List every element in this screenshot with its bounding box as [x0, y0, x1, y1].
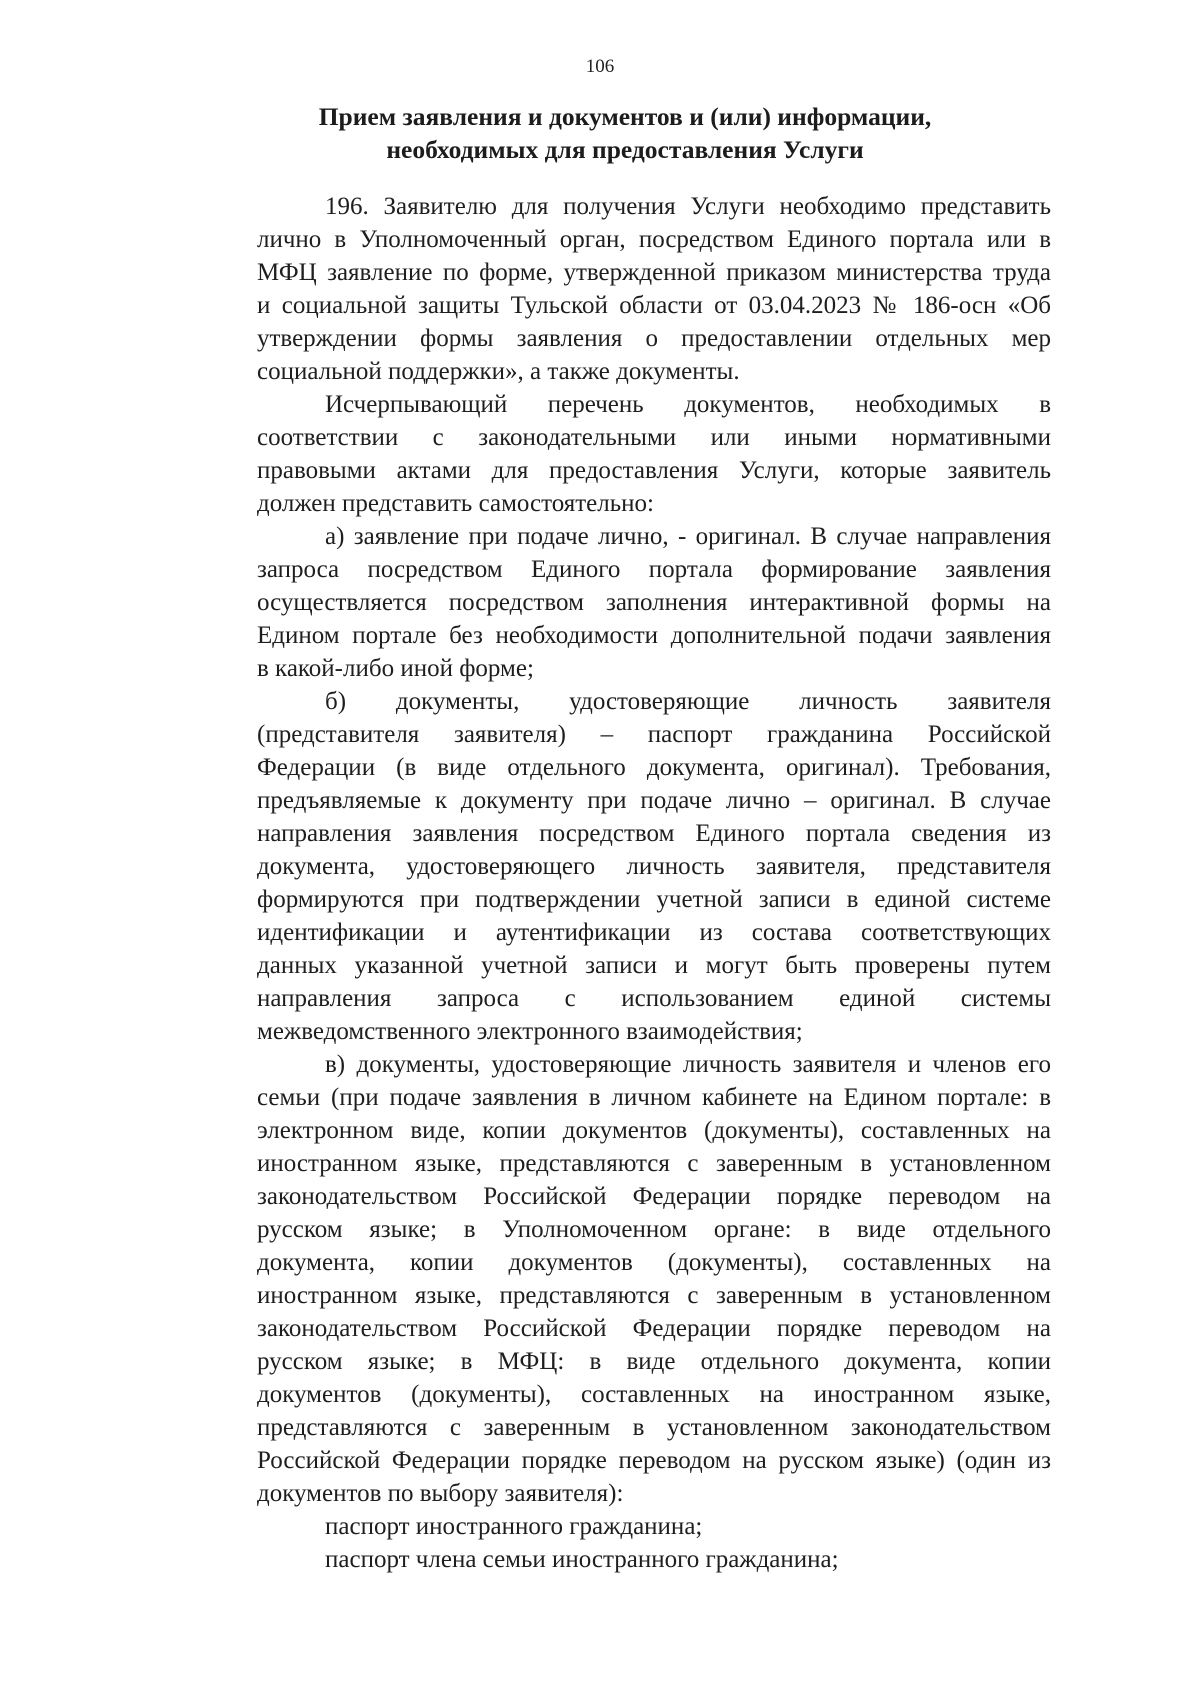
- text-line: законодательством Российской Федерации порядке переводом на: [257, 1183, 1051, 1210]
- text-line: формируются при подтверждении учетной записи в единой системе: [257, 886, 1051, 913]
- text-line: документов по выбору заявителя):: [257, 1480, 624, 1507]
- text-line: идентификации и аутентификации из состава соответствующих: [257, 919, 1051, 946]
- paragraph-exhaustive-list: [189, 388, 1051, 520]
- heading-line-1: Прием заявления и документов и (или) информации,: [318, 102, 932, 131]
- text-line: документа, удостоверяющего личность заявителя, представителя: [257, 853, 1051, 880]
- text-line: соответствии с законодательными или иными нормативными: [257, 424, 1051, 451]
- paragraph-item-b: [189, 685, 1051, 1048]
- text-line: (представителя заявителя) – паспорт гражданина Российской: [257, 721, 1051, 748]
- text-line: 196. Заявителю для получения Услуги необходимо представить: [325, 193, 1051, 220]
- text-line: предъявляемые к документу при подаче лично – оригинал. В случае: [257, 787, 1051, 814]
- text-line: иностранном языке, представляются с заверенным в установленном: [257, 1282, 1051, 1309]
- document-body: [189, 190, 1051, 1576]
- text-line: электронном виде, копии документов (документы), составленных на: [257, 1117, 1051, 1144]
- text-line: семьи (при подаче заявления в личном кабинете на Едином портале: в: [257, 1084, 1051, 1111]
- text-line: в) документы, удостоверяющие личность заявителя и членов его: [325, 1051, 1051, 1078]
- page-number: 106: [585, 56, 615, 77]
- paragraph-196: [189, 190, 1051, 388]
- text-line: русском языке; в Уполномоченном органе: в виде отдельного: [257, 1216, 1051, 1243]
- text-line: должен представить самостоятельно:: [257, 490, 654, 517]
- text-line: утверждении формы заявления о предоставлении отдельных мер: [257, 325, 1051, 352]
- heading-line-2: необходимых для предоставления Услуги: [386, 135, 864, 164]
- text-line: иностранном языке, представляются с заверенным в установленном: [257, 1150, 1051, 1177]
- text-line: направления заявления посредством Единого портала сведения из: [257, 820, 1051, 847]
- text-line: а) заявление при подаче лично, - оригинал. В случае направления: [325, 523, 1051, 550]
- text-line: документов (документы), составленных на иностранном языке,: [257, 1381, 1051, 1408]
- text-line: Исчерпывающий перечень документов, необходимых в: [325, 391, 1051, 418]
- text-line: осуществляется посредством заполнения интерактивной формы на: [257, 589, 1051, 616]
- text-line: в какой-либо иной форме;: [257, 655, 534, 682]
- text-line: правовыми актами для предоставления Услуги, которые заявитель: [257, 457, 1051, 484]
- text-line: представляются с заверенным в установленном законодательством: [257, 1414, 1051, 1441]
- text-line: б) документы, удостоверяющие личность заявителя: [325, 688, 1051, 715]
- text-line: паспорт иностранного гражданина;: [325, 1513, 703, 1540]
- text-line: законодательством Российской Федерации порядке переводом на: [257, 1315, 1051, 1342]
- text-line: межведомственного электронного взаимодействия;: [257, 1018, 803, 1045]
- section-heading: [190, 100, 1060, 166]
- text-line: лично в Уполномоченный орган, посредством Единого портала или в: [257, 226, 1051, 253]
- text-line: данных указанной учетной записи и могут быть проверены путем: [257, 952, 1051, 979]
- text-line: социальной поддержки», а также документы.: [257, 358, 740, 385]
- text-line: Федерации (в виде отдельного документа, оригинал). Требования,: [257, 754, 1051, 781]
- paragraph-item-a: [189, 520, 1051, 685]
- text-line: документа, копии документов (документы), составленных на: [257, 1249, 1051, 1276]
- text-line: направления запроса с использованием единой системы: [257, 985, 1051, 1012]
- text-line: паспорт члена семьи иностранного гражданина;: [325, 1546, 839, 1573]
- text-line: русском языке; в МФЦ: в виде отдельного документа, копии: [257, 1348, 1051, 1375]
- list-item-family-member-passport: [189, 1543, 1051, 1576]
- text-line: и социальной защиты Тульской области от 03.04.2023 № 186-осн «Об: [257, 292, 1051, 319]
- list-item-foreign-passport: [189, 1510, 1051, 1543]
- text-line: МФЦ заявление по форме, утвержденной приказом министерства труда: [257, 259, 1051, 286]
- text-line: запроса посредством Единого портала формирование заявления: [257, 556, 1051, 583]
- text-line: Едином портале без необходимости дополнительной подачи заявления: [257, 622, 1051, 649]
- text-line: Российской Федерации порядке переводом на русском языке) (один из: [257, 1447, 1051, 1474]
- paragraph-item-v: [189, 1048, 1051, 1510]
